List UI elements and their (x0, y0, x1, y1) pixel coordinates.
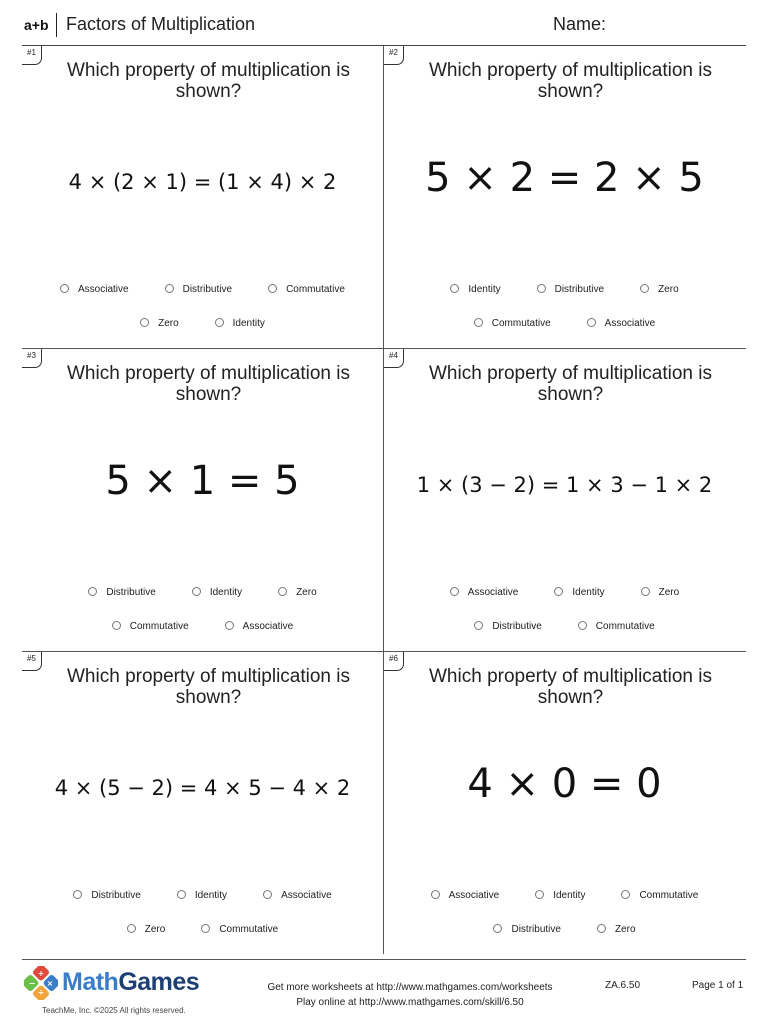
answer-options (384, 284, 745, 295)
equation: 4 × (5 − 2) = 4 × 5 − 4 × 2 (54, 776, 351, 800)
answer-option[interactable] (140, 318, 179, 329)
svg-text:−: − (28, 979, 36, 988)
answer-options (384, 318, 745, 329)
radio-circle-icon[interactable] (641, 587, 650, 596)
radio-circle-icon[interactable] (73, 890, 82, 899)
answer-option-label: Associative (467, 587, 519, 598)
answer-option[interactable] (537, 284, 604, 295)
footer-links (230, 980, 590, 1010)
problem-grid (22, 46, 746, 954)
problem-cell (384, 349, 745, 651)
radio-circle-icon[interactable] (127, 924, 136, 933)
answer-option[interactable] (127, 924, 166, 935)
radio-circle-icon[interactable] (621, 890, 630, 899)
answer-option[interactable] (60, 284, 129, 295)
answer-option[interactable] (554, 587, 604, 598)
answer-options (22, 318, 383, 329)
answer-options (22, 621, 383, 632)
answer-option[interactable] (621, 890, 698, 901)
problem-number: #4 (384, 349, 404, 368)
answer-option[interactable] (177, 890, 227, 901)
problem-cell (22, 652, 383, 954)
problem-cell (22, 349, 383, 651)
answer-option[interactable] (597, 924, 636, 935)
answer-options (22, 924, 383, 935)
skill-code: ZA.6.50 (605, 980, 641, 991)
answer-option[interactable] (450, 587, 519, 598)
answer-option-label: Commutative (491, 318, 551, 329)
answer-option-label: Zero (158, 318, 179, 329)
radio-circle-icon[interactable] (431, 890, 440, 899)
radio-circle-icon[interactable] (192, 587, 201, 596)
answer-option-label: Distributive (91, 890, 141, 901)
answer-options (22, 284, 383, 295)
radio-circle-icon[interactable] (597, 924, 606, 933)
answer-options (384, 621, 745, 632)
problem-cell (384, 652, 745, 954)
name-label: Name: (553, 14, 607, 34)
answer-option-label: Zero (658, 284, 679, 295)
answer-option-label: Commutative (129, 621, 189, 632)
problem-cell (22, 46, 383, 348)
radio-circle-icon[interactable] (112, 621, 121, 630)
answer-option[interactable] (165, 284, 232, 295)
radio-circle-icon[interactable] (278, 587, 287, 596)
answer-option[interactable] (88, 587, 155, 598)
answer-option-label: Identity (572, 587, 605, 598)
radio-circle-icon[interactable] (450, 284, 459, 293)
question-text: Which property of multiplication is shown? (67, 666, 350, 708)
brand-games: Games (118, 968, 200, 996)
question-text: Which property of multiplication is shown? (67, 60, 350, 102)
answer-option-label: Associative (281, 890, 332, 901)
answer-option[interactable] (450, 284, 500, 295)
answer-option[interactable] (535, 890, 585, 901)
skill-link[interactable]: Play online at http://www.mathgames.com/skill/6.50 (296, 997, 524, 1008)
answer-option[interactable] (73, 890, 140, 901)
copyright: TeachMe, Inc. ©2025 All rights reserved. (42, 1006, 186, 1015)
brand-math: Math (62, 968, 119, 996)
worksheet-header (0, 0, 768, 46)
answer-option-label: Zero (658, 587, 680, 598)
answer-options (384, 587, 745, 598)
answer-option[interactable] (192, 587, 242, 598)
answer-option[interactable] (578, 621, 655, 632)
mathgames-diamond-icon (24, 966, 58, 1000)
answer-option-label: Distributive (554, 284, 605, 295)
footer-rule (22, 959, 746, 960)
radio-circle-icon[interactable] (88, 587, 97, 596)
answer-option-label: Identity (209, 587, 243, 598)
question-text: Which property of multiplication is shown? (429, 666, 712, 708)
answer-option-label: Zero (614, 924, 636, 935)
radio-circle-icon[interactable] (177, 890, 186, 899)
equation: 4 × 0 = 0 (467, 761, 662, 807)
question-text: Which property of multiplication is shown? (429, 60, 712, 102)
radio-circle-icon[interactable] (474, 318, 483, 327)
worksheet-title: Factors of Multiplication (66, 14, 256, 34)
answer-option[interactable] (278, 587, 317, 598)
equation: 5 × 1 = 5 (105, 458, 300, 504)
answer-option[interactable] (225, 621, 294, 632)
answer-option-label: Commutative (639, 890, 699, 901)
answer-option[interactable] (215, 318, 265, 329)
answer-option-label: Distributive (492, 621, 542, 632)
radio-circle-icon[interactable] (537, 284, 546, 293)
radio-circle-icon[interactable] (578, 621, 587, 630)
answer-option-label: Associative (242, 621, 294, 632)
answer-options (384, 924, 745, 935)
answer-option-label: Distributive (106, 587, 156, 598)
radio-circle-icon[interactable] (535, 890, 544, 899)
svg-text:+: + (37, 969, 45, 978)
answer-option-label: Zero (144, 924, 166, 935)
answer-option-label: Zero (296, 587, 317, 598)
answer-option-label: Identity (232, 318, 265, 329)
answer-option[interactable] (474, 621, 541, 632)
answer-options (22, 587, 383, 598)
answer-option[interactable] (493, 924, 560, 935)
answer-option-label: Distributive (511, 924, 561, 935)
radio-circle-icon[interactable] (201, 924, 210, 933)
answer-option[interactable] (587, 318, 656, 329)
worksheets-link[interactable]: Get more worksheets at http://www.mathgames.com/worksheets (267, 982, 553, 993)
problem-number: #6 (384, 652, 404, 671)
equation: 4 × (2 × 1) = (1 × 4) × 2 (68, 170, 337, 194)
answer-option[interactable] (268, 284, 345, 295)
radio-circle-icon[interactable] (268, 284, 277, 293)
problem-number: #3 (22, 349, 42, 368)
radio-circle-icon[interactable] (263, 890, 272, 899)
answer-option[interactable] (112, 621, 189, 632)
radio-circle-icon[interactable] (450, 587, 459, 596)
equation: 1 × (3 − 2) = 1 × 3 − 1 × 2 (416, 473, 713, 497)
answer-option[interactable] (201, 924, 278, 935)
page-indicator: Page 1 of 1 (692, 980, 744, 991)
answer-option-label: Commutative (595, 621, 655, 632)
answer-option[interactable] (474, 318, 551, 329)
problem-number: #2 (384, 46, 404, 65)
mathgames-logo[interactable] (24, 966, 224, 1006)
answer-option[interactable] (641, 587, 680, 598)
logo-mark: a+b (24, 17, 49, 33)
radio-circle-icon[interactable] (215, 318, 224, 327)
radio-circle-icon[interactable] (554, 587, 563, 596)
equation: 5 × 2 = 2 × 5 (425, 155, 704, 201)
radio-circle-icon[interactable] (640, 284, 649, 293)
answer-option[interactable] (640, 284, 679, 295)
answer-option-label: Distributive (182, 284, 233, 295)
question-text: Which property of multiplication is shown? (429, 363, 712, 405)
radio-circle-icon[interactable] (225, 621, 234, 630)
svg-text:×: × (46, 979, 54, 988)
radio-circle-icon[interactable] (165, 284, 174, 293)
answer-option-label: Associative (604, 318, 656, 329)
answer-options (22, 890, 383, 901)
answer-option-label: Commutative (286, 284, 345, 295)
answer-option-label: Associative (448, 890, 500, 901)
problem-number: #1 (22, 46, 42, 65)
radio-circle-icon[interactable] (587, 318, 596, 327)
header-divider (56, 13, 57, 37)
problem-number: #5 (22, 652, 42, 671)
brand-wordmark (62, 968, 199, 997)
radio-circle-icon[interactable] (140, 318, 149, 327)
answer-option-label: Identity (553, 890, 586, 901)
answer-option[interactable] (263, 890, 332, 901)
radio-circle-icon[interactable] (474, 621, 483, 630)
question-text: Which property of multiplication is shown? (67, 363, 350, 405)
answer-option-label: Associative (78, 284, 129, 295)
answer-options (384, 890, 745, 901)
radio-circle-icon[interactable] (493, 924, 502, 933)
answer-option-label: Identity (468, 284, 501, 295)
answer-option-label: Commutative (219, 924, 279, 935)
svg-text:÷: ÷ (37, 988, 45, 997)
answer-option[interactable] (431, 890, 500, 901)
answer-option-label: Identity (194, 890, 228, 901)
problem-cell (384, 46, 745, 348)
radio-circle-icon[interactable] (60, 284, 69, 293)
